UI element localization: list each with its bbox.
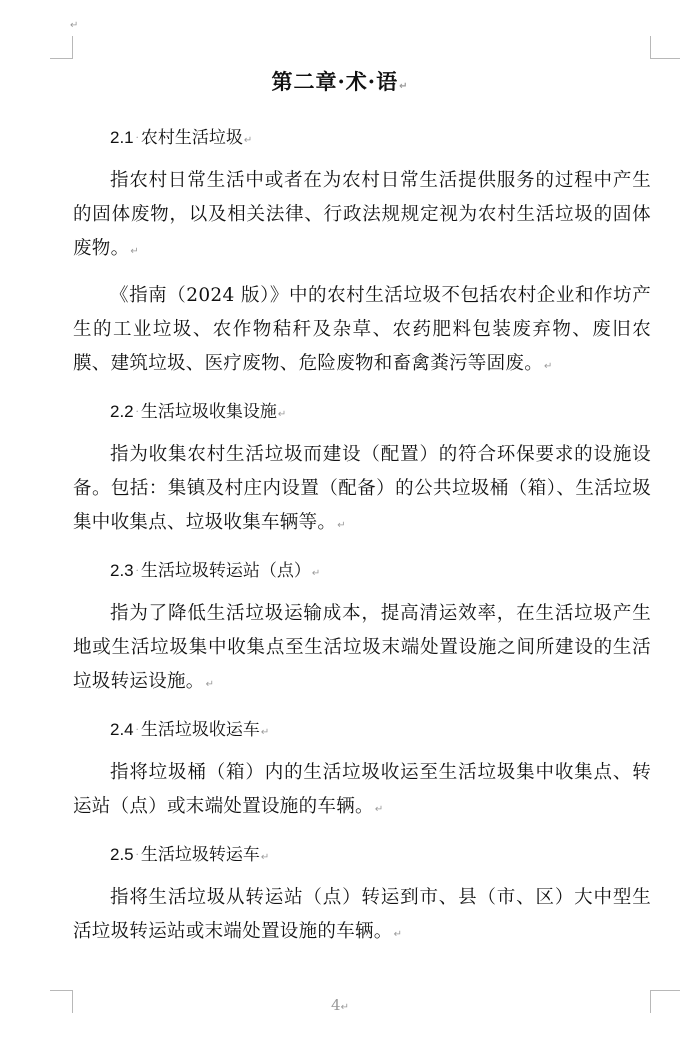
paragraph-text: 指为了降低生活垃圾运输成本，提高清运效率，在生活垃圾产生地或生活垃圾集中收集点至生活垃圾末端处置设施之间所建设的生活垃圾转运设施。 — [73, 603, 651, 692]
chapter-title[interactable] — [0, 66, 680, 96]
section-number: 2.2 — [110, 402, 134, 421]
paragraph-text: 指将生活垃圾从转运站（点）转运到市、县（市、区）大中型生活垃圾转运站或末端处置设施的车辆。 — [73, 887, 651, 942]
paragraph-mark-icon: ↵ — [260, 727, 270, 738]
section-heading-text: 农村生活垃圾 — [140, 128, 243, 148]
section-2-2-paragraph-1[interactable] — [73, 438, 651, 543]
section-2-5-paragraph-1[interactable] — [73, 881, 651, 952]
section-heading-2-5[interactable]: 2.5 · 生活垃圾转运车↵ — [110, 845, 270, 865]
section-heading-text: 生活垃圾转运站（点） — [140, 561, 311, 581]
paragraph-mark-icon: ↵ — [130, 246, 140, 257]
section-2-3-paragraph-1[interactable] — [73, 597, 651, 702]
paragraph-mark-icon: ↵ — [311, 568, 321, 579]
chapter-title-text: 第二章·术·语 — [271, 69, 399, 94]
section-heading-text: 生活垃圾收集设施 — [140, 402, 277, 422]
section-heading-text: 生活垃圾收运车 — [140, 720, 260, 740]
paragraph-mark-icon: ↵ — [544, 361, 553, 372]
page-number — [0, 996, 680, 1014]
section-number: 2.4 — [110, 720, 134, 739]
margin-corner-top-right — [650, 36, 680, 59]
paragraph-mark-icon: ↵ — [205, 679, 215, 690]
section-heading-2-4[interactable]: 2.4 · 生活垃圾收运车↵ — [110, 720, 270, 740]
margin-corner-top-left — [50, 36, 73, 59]
paragraph-text: 指农村日常生活中或者在为农村日常生活提供服务的过程中产生的固体废物，以及相关法律、行政法规规定视为农村生活垃圾的固体废物。 — [73, 170, 651, 259]
section-number: 2.3 — [110, 561, 134, 580]
paragraph-text: 《指南（2024 版）》中的农村生活垃圾不包括农村企业和作坊产生的工业垃圾、农作物秸秆及杂草、农药肥料包装废弃物、废旧农膜、建筑垃圾、医疗废物、危险废物和畜禽粪污等固废。 — [73, 285, 651, 374]
paragraph-text: 指为收集农村生活垃圾而建设（配置）的符合环保要求的设施设备。包括：集镇及村庄内设置（配备）的公共垃圾桶（箱）、生活垃圾集中收集点、垃圾收集车辆等。 — [73, 444, 651, 533]
section-heading-2-2[interactable]: 2.2 · 生活垃圾收集设施↵ — [110, 402, 287, 422]
section-heading-2-1[interactable]: 2.1 · 农村生活垃圾↵ — [110, 128, 253, 148]
section-number: 2.1 — [110, 128, 134, 147]
page-number-text: 4 — [331, 996, 341, 1014]
paragraph-mark-icon: ↵ — [399, 81, 409, 92]
section-2-1-paragraph-1[interactable] — [73, 164, 651, 269]
section-heading-2-3[interactable]: 2.3 · 生活垃圾转运站（点）↵ — [110, 561, 321, 581]
paragraph-mark-icon: ↵ — [243, 135, 253, 146]
section-heading-text: 生活垃圾转运车 — [140, 845, 260, 865]
paragraph-mark-icon: ↵ — [393, 929, 403, 940]
section-number: 2.5 — [110, 845, 134, 864]
section-2-4-paragraph-1[interactable] — [73, 756, 651, 827]
section-2-1-paragraph-2[interactable] — [73, 279, 651, 384]
paragraph-mark-icon: ↵ — [340, 1002, 349, 1013]
document-body[interactable] — [73, 120, 651, 962]
paragraph-text: 指将垃圾桶（箱）内的生活垃圾收运至生活垃圾集中收集点、转运站（点）或末端处置设施的车辆。 — [73, 762, 651, 817]
paragraph-mark-icon: ↵ — [260, 852, 270, 863]
paragraph-mark-icon: ↵ — [337, 520, 346, 531]
paragraph-mark-icon: ↵ — [277, 409, 287, 420]
paragraph-mark-icon: ↵ — [374, 804, 384, 815]
paragraph-mark-icon: ↵ — [70, 20, 79, 31]
